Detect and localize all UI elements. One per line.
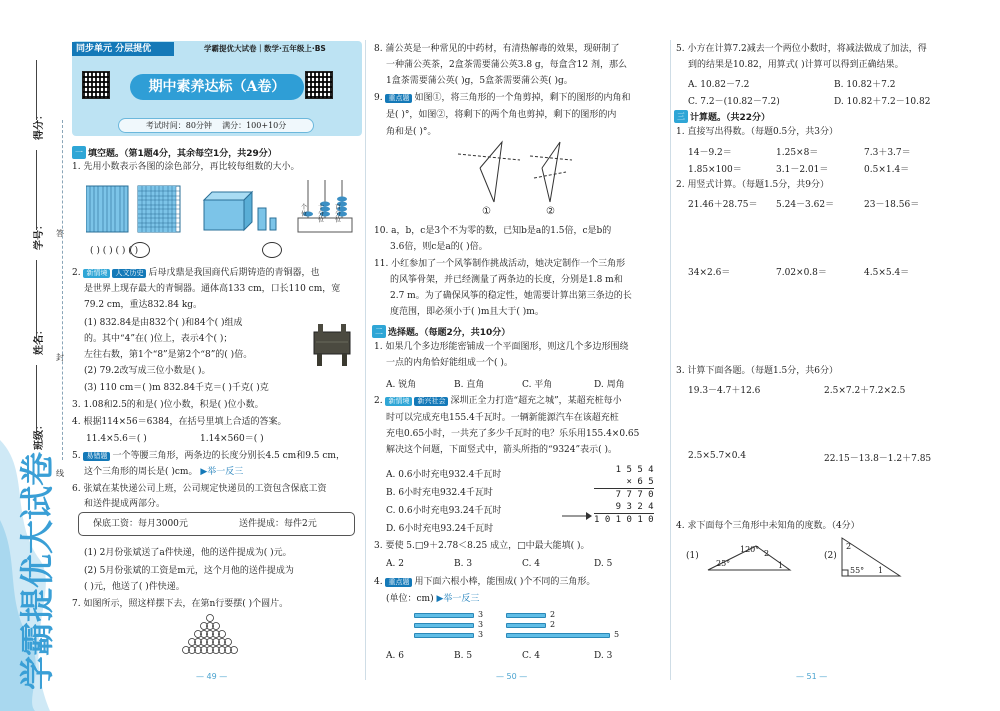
c2-line-1: 深圳正全力打造“超充之城”，某超充桩每小: [450, 396, 622, 406]
student-id-line: [36, 150, 37, 230]
exam-title: 期中素养达标（A卷）: [130, 74, 304, 100]
triangle-1-angle-1: 1: [778, 561, 784, 570]
q11-line-1: 11. 小红参加了一个风筝制作挑战活动，她决定制作一个三角形: [374, 259, 626, 269]
q2-sub1-c: 左往右数，第1个“8”是第2个“8”的( )倍。: [84, 350, 253, 360]
q9-line-3: 角和是( )°。: [386, 127, 437, 137]
c5-line-1: 5. 小方在计算7.2减去一个两位小数时，将减法做成了加法，得: [676, 44, 927, 54]
q11-line-3: 2.7 m。为了确保风筝的稳定性，她需要计算出第三条边的长: [390, 291, 632, 301]
unit-tag: 同步单元 分层提优: [72, 42, 174, 56]
figure-2-label: ②: [546, 206, 555, 217]
stick-4-length: 2: [550, 610, 556, 619]
c2-society-tag: 新兴社会: [414, 397, 448, 406]
binding-dash-line: [62, 120, 63, 460]
qr-code-left: [82, 71, 110, 99]
q2-sub3: (3) 110 cm＝( )m 832.84千克＝( )千克( )克: [84, 383, 269, 393]
section-2-title: 选择题。（每题2分，共10分）: [388, 328, 511, 338]
c2-line-2: 时可以完成充电155.4千瓦时。一辆新能源汽车在该超充桩: [386, 413, 619, 423]
class-label: 班级：: [34, 420, 45, 450]
score-line: [36, 60, 37, 120]
triangle-2-angle-55: 55°: [850, 566, 865, 575]
c4-key-tag: 重点题: [385, 578, 412, 587]
page-number-50-value: 50: [506, 672, 517, 681]
stick-6: [506, 633, 610, 638]
c5-option-b[interactable]: B. 10.82＋7.2: [834, 80, 896, 90]
q9-first-line: [374, 93, 630, 104]
c4-option-a[interactable]: A. 6: [386, 651, 404, 661]
section-1-tag: 一: [72, 146, 86, 159]
triangle-1-angle-2: 2: [764, 549, 770, 558]
student-id-label: 学号：: [34, 220, 45, 250]
c2-option-a[interactable]: A. 0.6小时充电932.4千瓦时: [386, 470, 502, 480]
c1-line-2: 一点的内角恰好能组成一个( )。: [386, 358, 513, 368]
q5-line-1: 一个等腰三角形，两条边的长度分别长4.5 cm和9.5 cm，: [112, 451, 345, 461]
k3-item-3: 2.5×5.7×0.4: [688, 451, 747, 461]
mult-row-5: 1 0 1 0 1 0: [594, 515, 654, 525]
stick-2-length: 3: [478, 620, 484, 629]
mult-row-3: 7 7 7 0: [615, 490, 654, 500]
k1-text: 1. 直接写出得数。（每题0.5分，共3分）: [676, 127, 838, 137]
q9-key-tag: 重点题: [385, 94, 412, 103]
c1-line-1: 1. 如果几个多边形能密铺成一个平面图形，则这几个多边形围绕: [374, 342, 629, 352]
triangle-2-angle-1: 1: [878, 566, 884, 575]
salary-info-box: [78, 512, 355, 536]
figure-1-label: ①: [482, 206, 491, 217]
q2-humanities-tag: 人文历史: [112, 269, 146, 278]
c2-first-line: [374, 396, 622, 407]
triangle-2-angle-2: 2: [846, 542, 852, 551]
q11-line-2: 的风筝骨架，并已经测量了两条边的长度，分别是1.8 m和: [390, 275, 623, 285]
qr-code-right: [305, 71, 333, 99]
q9-line-2: 是( )°，如图②，将剩下的两个角也剪掉，剩下的图形的内: [386, 110, 617, 120]
triangle-2-label: (2): [824, 551, 837, 561]
mult-row-2: × 6 5: [594, 476, 654, 489]
c2-option-c[interactable]: C. 0.6小时充电93.24千瓦时: [386, 506, 502, 516]
base-salary-text: 保底工资：每月3000元: [93, 519, 188, 529]
exam-full-score: 满分：100+10分: [222, 121, 287, 130]
q1-figures: [86, 178, 356, 238]
c3-option-a[interactable]: A. 2: [386, 559, 404, 569]
k2-item-4: 34×2.6＝: [688, 268, 731, 278]
column-divider-2: [670, 40, 671, 680]
c4-option-d[interactable]: D. 3: [594, 651, 613, 661]
c5-line-2: 到的结果是10.82，用算式( )计算可以得到正确结果。: [688, 60, 904, 70]
q2-sub1-b: 的。其中“4”在( )位上，表示4个( )；: [84, 334, 233, 344]
k1-item-3: 7.3＋3.7＝: [864, 148, 911, 158]
q9-line-1: 如图①，将三角形的一个角剪掉，剩下的图形的内角和: [414, 93, 631, 103]
k3-text: 3. 计算下面各题。（每题1.5分，共6分）: [676, 366, 838, 376]
k3-item-4: 22.15－13.8－1.2＋7.85: [824, 454, 932, 464]
grid-figure-2: [138, 186, 180, 232]
q4-text: 4. 根据114×56＝6384，在括号里填上合适的答案。: [72, 417, 287, 427]
c2-number: 2.: [374, 396, 383, 406]
k2-item-6: 4.5×5.4＝: [864, 268, 910, 278]
name-label: 姓名：: [34, 325, 45, 355]
page-number-50: — 50 —: [496, 672, 528, 681]
c5-option-a[interactable]: A. 10.82－7.2: [688, 80, 750, 90]
c1-option-a[interactable]: A. 锐角: [386, 380, 417, 390]
c2-line-3: 充电0.65小时，一共充了多少千瓦时的电？乐乐用155.4×0.65: [386, 429, 640, 439]
q8-line-3: 1盒茶需要蒲公英( )g，5盒茶需要蒲公英( )g。: [386, 76, 573, 86]
q2-line-2: 是世界上现存最大的青铜器。通体高133 cm，口长110 cm，宽: [84, 284, 341, 294]
k2-item-5: 7.02×0.8＝: [776, 268, 827, 278]
q10-line-2: 3.6倍，则c是a的( )倍。: [390, 242, 488, 252]
class-line: [36, 365, 37, 435]
compare-circle-1[interactable]: [130, 242, 150, 258]
k3-item-1: 19.3－4.7＋12.6: [688, 386, 761, 396]
q11-line-4: 度范围，即必须小于( )m且大于( )m。: [390, 307, 544, 317]
q2-line-3: 79.2 cm，重达832.84 kg。: [84, 300, 203, 310]
q7-text: 7. 如图所示，照这样摆下去，在第n行要摆( )个圆片。: [72, 599, 289, 609]
q1-text: 1. 先用小数表示各图的涂色部分，再比较每组数的大小。: [72, 162, 300, 172]
q8-line-2: 一种蒲公英茶，2盒茶需要蒲公英3.8 g，每盒含12 剂，那么: [386, 60, 627, 70]
c2-new-context-tag: 新情境: [385, 397, 412, 406]
q3-text: 3. 1.08和2.5的和是( )位小数，积是( )位小数。: [72, 400, 264, 410]
stick-1-length: 3: [478, 610, 484, 619]
q9-number: 9.: [374, 93, 383, 103]
stick-1: [414, 613, 474, 618]
k3-item-2: 2.5×7.2＋7.2×2.5: [824, 386, 906, 396]
q6-sub1: (1) 2月份张斌送了a件快递，他的送件提成为( )元。: [84, 548, 292, 558]
cut-mark-2: 封: [56, 353, 64, 362]
k1-item-4: 1.85×100＝: [688, 165, 742, 175]
q9-triangle-figures: [450, 138, 580, 212]
q2-sub2: (2) 79.2改写成三位小数是( )。: [84, 366, 211, 376]
triangle-1-angle-25: 25°: [716, 559, 731, 568]
k2-item-2: 5.24－3.62＝: [776, 200, 835, 210]
score-label: 得分：: [34, 110, 45, 140]
q5-line-2: 这个三角形的周长是( )cm。: [84, 467, 198, 477]
binding-sidebar: [0, 0, 64, 711]
exam-time: 考试时间：80分钟: [145, 121, 212, 130]
c5-option-d[interactable]: D. 10.82＋7.2－10.82: [834, 97, 931, 107]
section-2-heading: [372, 325, 510, 338]
abacus-label-ones: 个位: [301, 204, 308, 218]
stick-3: [414, 633, 474, 638]
stick-2: [414, 623, 474, 628]
series-label: 学霸提优大试卷｜数学·五年级上·BS: [204, 44, 326, 53]
brand-logo-vertical: 学霸提优大试卷: [18, 452, 58, 690]
bronze-ding-illustration: [310, 322, 354, 368]
cube-block-figure: [204, 192, 276, 230]
q6-sub2-b: ( )元，他送了( )件快递。: [84, 582, 185, 592]
k1-item-2: 1.25×8＝: [776, 148, 819, 158]
q6-sub2-a: (2) 5月份张斌的工资是m元，这个月他的送件提成为: [84, 566, 294, 576]
c4-unit: (单位：cm): [386, 594, 434, 604]
exam-info-pill: [118, 118, 314, 133]
q2-new-context-tag: 新情境: [83, 269, 110, 278]
c3-option-d[interactable]: D. 5: [594, 559, 613, 569]
q2-sub1-a: (1) 832.84是由832个( )和84个( )组成: [84, 318, 243, 328]
c1-option-d[interactable]: D. 周角: [594, 380, 625, 390]
c4-first-line: [374, 577, 595, 588]
grid-figure-1: [86, 186, 128, 232]
q7-circle-pattern: [170, 613, 250, 663]
c2-line-4: 解决这个问题，下面竖式中，箭头所指的“9324”表示( )。: [386, 445, 617, 455]
q1-answer-blanks: ( ) ( ) ( ) ( ): [90, 246, 139, 256]
stick-3-length: 3: [478, 630, 484, 639]
c4-line-2-wrap: [386, 594, 479, 605]
k1-item-5: 3.1－2.01＝: [776, 165, 829, 175]
k2-text: 2. 用竖式计算。（每题1.5分，共9分）: [676, 180, 829, 190]
abacus-label-hundredths: 百分位: [335, 204, 342, 224]
section-3-tag: 三: [674, 110, 688, 123]
cut-mark-3: 线: [56, 469, 64, 478]
compare-circle-2[interactable]: [262, 242, 282, 258]
section-3-title: 计算题。（共22分）: [690, 113, 771, 123]
page-number-51: — 51 —: [796, 672, 828, 681]
q5-practice-link[interactable]: ▶举一反三: [200, 467, 244, 477]
k1-item-1: 14－9.2＝: [688, 148, 732, 158]
c1-option-c[interactable]: C. 平角: [522, 380, 553, 390]
column-divider-1: [365, 40, 366, 680]
q5-line-2-wrap: [84, 467, 243, 478]
commission-text: 送件提成：每件2元: [239, 519, 317, 529]
page-number-49: — 49 —: [196, 672, 228, 681]
c3-option-c[interactable]: C. 4: [522, 559, 541, 569]
section-2-tag: 二: [372, 325, 386, 338]
k2-item-3: 23－18.56＝: [864, 200, 920, 210]
q6-line-1: 6. 张斌在某快递公司上班，公司规定快递员的工资包含保底工资: [72, 484, 327, 494]
q2-line-1: 后母戊鼎是我国商代后期铸造的青铜器，也: [148, 268, 320, 278]
mult-row-1: 1 5 5 4: [615, 465, 654, 475]
c4-line-1: 用下面六根小棒，能围成( )个不同的三角形。: [414, 577, 596, 587]
c2-option-d[interactable]: D. 6小时充电93.24千瓦时: [386, 524, 494, 534]
k1-item-6: 0.5×1.4＝: [864, 165, 910, 175]
page-number-51-value: 51: [806, 672, 817, 681]
mult-row-4: 9 3 2 4: [594, 501, 654, 514]
q4-part-a: 11.4×5.6＝( ): [86, 434, 147, 444]
q2-first-line: [72, 268, 319, 279]
name-line: [36, 260, 37, 340]
cut-mark-1: 答: [56, 229, 64, 238]
section-1-heading: [72, 146, 277, 159]
k4-text: 4. 求下面每个三角形中未知角的度数。（4分）: [676, 521, 860, 531]
c4-number: 4.: [374, 577, 383, 587]
q10-line-1: 10. a，b，c是3个不为零的数，已知b是a的1.5倍，c是b的: [374, 226, 612, 236]
stick-4: [506, 613, 546, 618]
q5-error-prone-tag: 易错题: [83, 452, 110, 461]
vertical-multiplication: [594, 464, 654, 526]
section-3-heading: [674, 110, 770, 123]
c4-option-b[interactable]: B. 5: [454, 651, 473, 661]
q4-part-b: 1.14×560＝( ): [200, 434, 264, 444]
c2-option-b[interactable]: B. 6小时充电932.4千瓦时: [386, 488, 493, 498]
page-number-49-value: 49: [206, 672, 217, 681]
q5-first-line: [72, 451, 345, 462]
c4-practice-link[interactable]: ▶举一反三: [436, 594, 480, 604]
c3-text: 3. 要使 5.□9＋2.78＜8.25 成立，□中最大能填( )。: [374, 541, 590, 551]
c5-option-c[interactable]: C. 7.2－(10.82－7.2): [688, 97, 780, 107]
q8-line-1: 8. 蒲公英是一种常见的中药材，有清热解毒的效果，现研制了: [374, 44, 620, 54]
c1-option-b[interactable]: B. 直角: [454, 380, 485, 390]
abacus-label-tenths: 十分位: [318, 204, 325, 224]
q5-number: 5.: [72, 451, 81, 461]
section-1-title: 填空题。（第1题4分，其余每空1分，共29分）: [88, 149, 277, 159]
q6-line-2: 和送件提成两部分。: [84, 499, 166, 509]
k2-item-1: 21.46＋28.75＝: [688, 200, 758, 210]
c4-option-c[interactable]: C. 4: [522, 651, 541, 661]
triangle-1-label: (1): [686, 551, 699, 561]
stick-6-length: 5: [614, 630, 620, 639]
c3-option-b[interactable]: B. 3: [454, 559, 473, 569]
arrow-icon: [560, 510, 592, 522]
triangle-1-angle-120: 120°: [740, 545, 760, 554]
q2-number: 2.: [72, 268, 81, 278]
stick-5: [506, 623, 546, 628]
stick-5-length: 2: [550, 620, 556, 629]
